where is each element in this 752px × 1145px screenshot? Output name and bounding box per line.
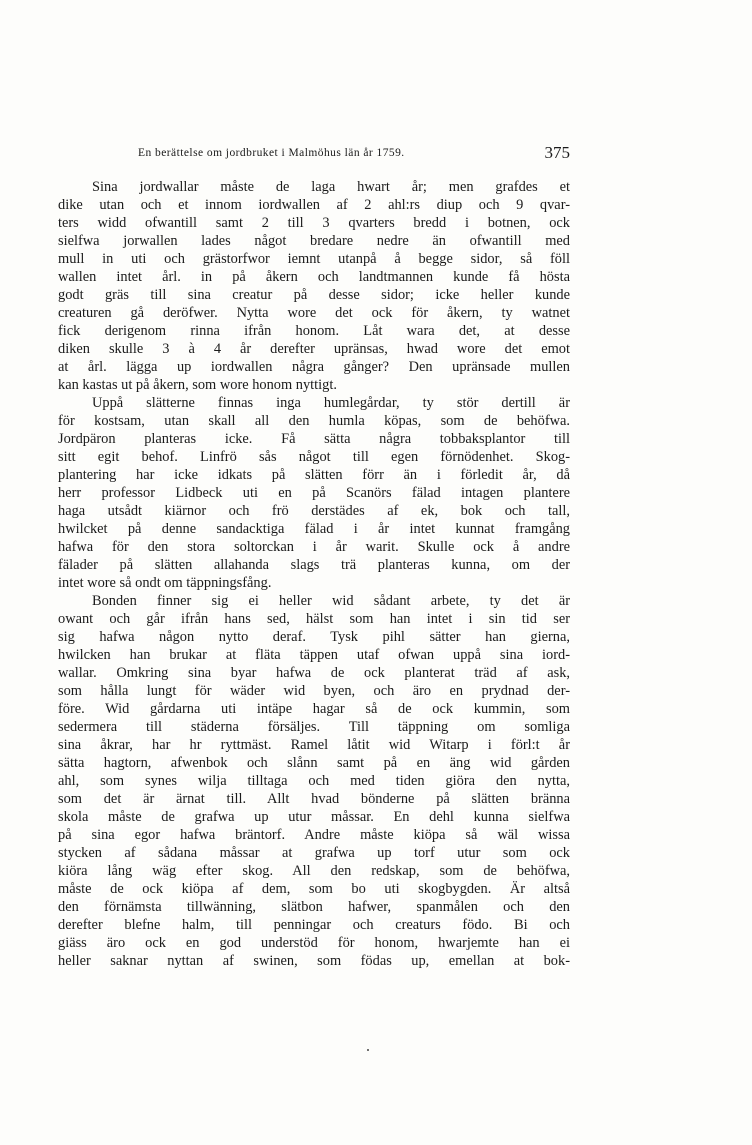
text-line: måste de ock kiöpa af dem, som bo uti skogbygden. Är altså <box>58 881 570 897</box>
text-line: för kostsam, utan skall all den humla köpas, som de behöfwa. <box>58 413 570 429</box>
text-line: på sina egor hafwa bräntorf. Andre måste kiöpa så wäl wissa <box>58 827 570 843</box>
text-line: sig hafwa någon nytto deraf. Tysk pihl sätter han gierna, <box>58 629 570 645</box>
text-line: fälader på slätten allahanda slags trä planteras kunna, om der <box>58 557 570 573</box>
text-line: kiöra lång wäg efter skog. All den redskap, som de behöfwa, <box>58 863 570 879</box>
text-line: haga utsådt kiärnor och frö derstädes af ek, bok och tall, <box>58 503 570 519</box>
text-line: mull in uti och grästorfwor iemnt utanpå å begge sidor, så föll <box>58 251 570 267</box>
text-line: herr professor Lidbeck uti en på Scanörs fälad intagen plantere <box>58 485 570 501</box>
text-line: heller saknar nyttan af swinen, som födas up, emellan at bok- <box>58 953 570 969</box>
page-header <box>58 143 570 169</box>
text-line: fick derigenom rinna ifrån honom. Låt wara det, at desse <box>58 323 570 339</box>
text-line: ahl, som synes wilja tilltaga och med tiden giöra den nytta, <box>58 773 570 789</box>
text-line: Bonden finner sig ei heller wid sådant arbete, ty det är <box>92 593 570 609</box>
text-line: före. Wid gårdarna uti intäpe hagar så de ock kummin, som <box>58 701 570 717</box>
text-line: godt gräs till sina creatur på desse sidor; icke heller kunde <box>58 287 570 303</box>
text-line: skola måste de grafwa up utur måssar. En dehl kunna sielfwa <box>58 809 570 825</box>
text-line: wallar. Omkring sina byar hafwa de ock planterat träd af ask, <box>58 665 570 681</box>
text-line: giäss äro ock en god understöd för honom, hwarjemte han ei <box>58 935 570 951</box>
text-line: stycken af sådana måssar at grafwa up torf utur som ock <box>58 845 570 861</box>
page-number: 375 <box>544 143 570 162</box>
text-line: kan kastas ut på åkern, som wore honom nyttigt. <box>58 377 337 393</box>
print-speck <box>367 1049 369 1051</box>
text-line: owant och går ifrån hans sed, hälst som han intet i sin tid ser <box>58 611 570 627</box>
text-line: intet wore så ondt om täppningsfång. <box>58 575 272 591</box>
text-line: diken skulle 3 à 4 år derefter upränsas, hwad wore det emot <box>58 341 570 357</box>
text-line: Jordpäron planteras icke. Få sätta några tobbaksplantor till <box>58 431 570 447</box>
text-line: hafwa för den stora soltorckan i år warit. Skulle ock å andre <box>58 539 570 555</box>
running-title: En berättelse om jordbruket i Malmöhus län år 1759. <box>138 147 405 159</box>
text-line: plantering har icke idkats på slätten förr än i förledit år, då <box>58 467 570 483</box>
text-line: creaturen gå deröfwer. Nytta wore det ock för åkern, ty watnet <box>58 305 570 321</box>
text-line: som hålla lungt för wäder wid byen, och äro en prydnad der- <box>58 683 570 699</box>
text-line: sätta hagtorn, afwenbok och slånn samt på en äng wid gården <box>58 755 570 771</box>
text-line: Uppå slätterne finnas inga humlegårdar, ty stör dertill är <box>92 395 570 411</box>
text-line: sedermera till städerna försäljes. Till täppning om somliga <box>58 719 570 735</box>
text-line: at årl. lägga up iordwallen några gånger? Den upränsade mullen <box>58 359 570 375</box>
text-line: Sina jordwallar måste de laga hwart år; men grafdes et <box>92 179 570 195</box>
text-line: derefter blefne halm, till penningar och creaturs födo. Bi och <box>58 917 570 933</box>
text-line: den förnämsta tillwänning, slätbon hafwer, spanmålen och den <box>58 899 570 915</box>
text-line: sina åkrar, har hr ryttmäst. Ramel låtit wid Witarp i förl:t år <box>58 737 570 753</box>
text-line: hwilcket på denne sandacktiga fälad i år intet kunnat framgång <box>58 521 570 537</box>
body-text <box>58 178 570 970</box>
text-line: ters widd ofwantill samt 2 till 3 qvarters bredd i botnen, ock <box>58 215 570 231</box>
text-line: wallen intet årl. in på åkern och landtmannen kunde få hösta <box>58 269 570 285</box>
text-line: som det är ärnat till. Allt hvad bönderne på slätten bränna <box>58 791 570 807</box>
text-line: sitt egit behof. Linfrö sås något till egen förnödenhet. Skog- <box>58 449 570 465</box>
text-line: dike utan och et innom iordwallen af 2 ahl:rs diup och 9 qvar- <box>58 197 570 213</box>
text-line: hwilcken han brukar at fläta täppen utaf ofwan uppå sina iord- <box>58 647 570 663</box>
text-line: sielfwa jorwallen lades något bredare nedre än ofwantill med <box>58 233 570 249</box>
